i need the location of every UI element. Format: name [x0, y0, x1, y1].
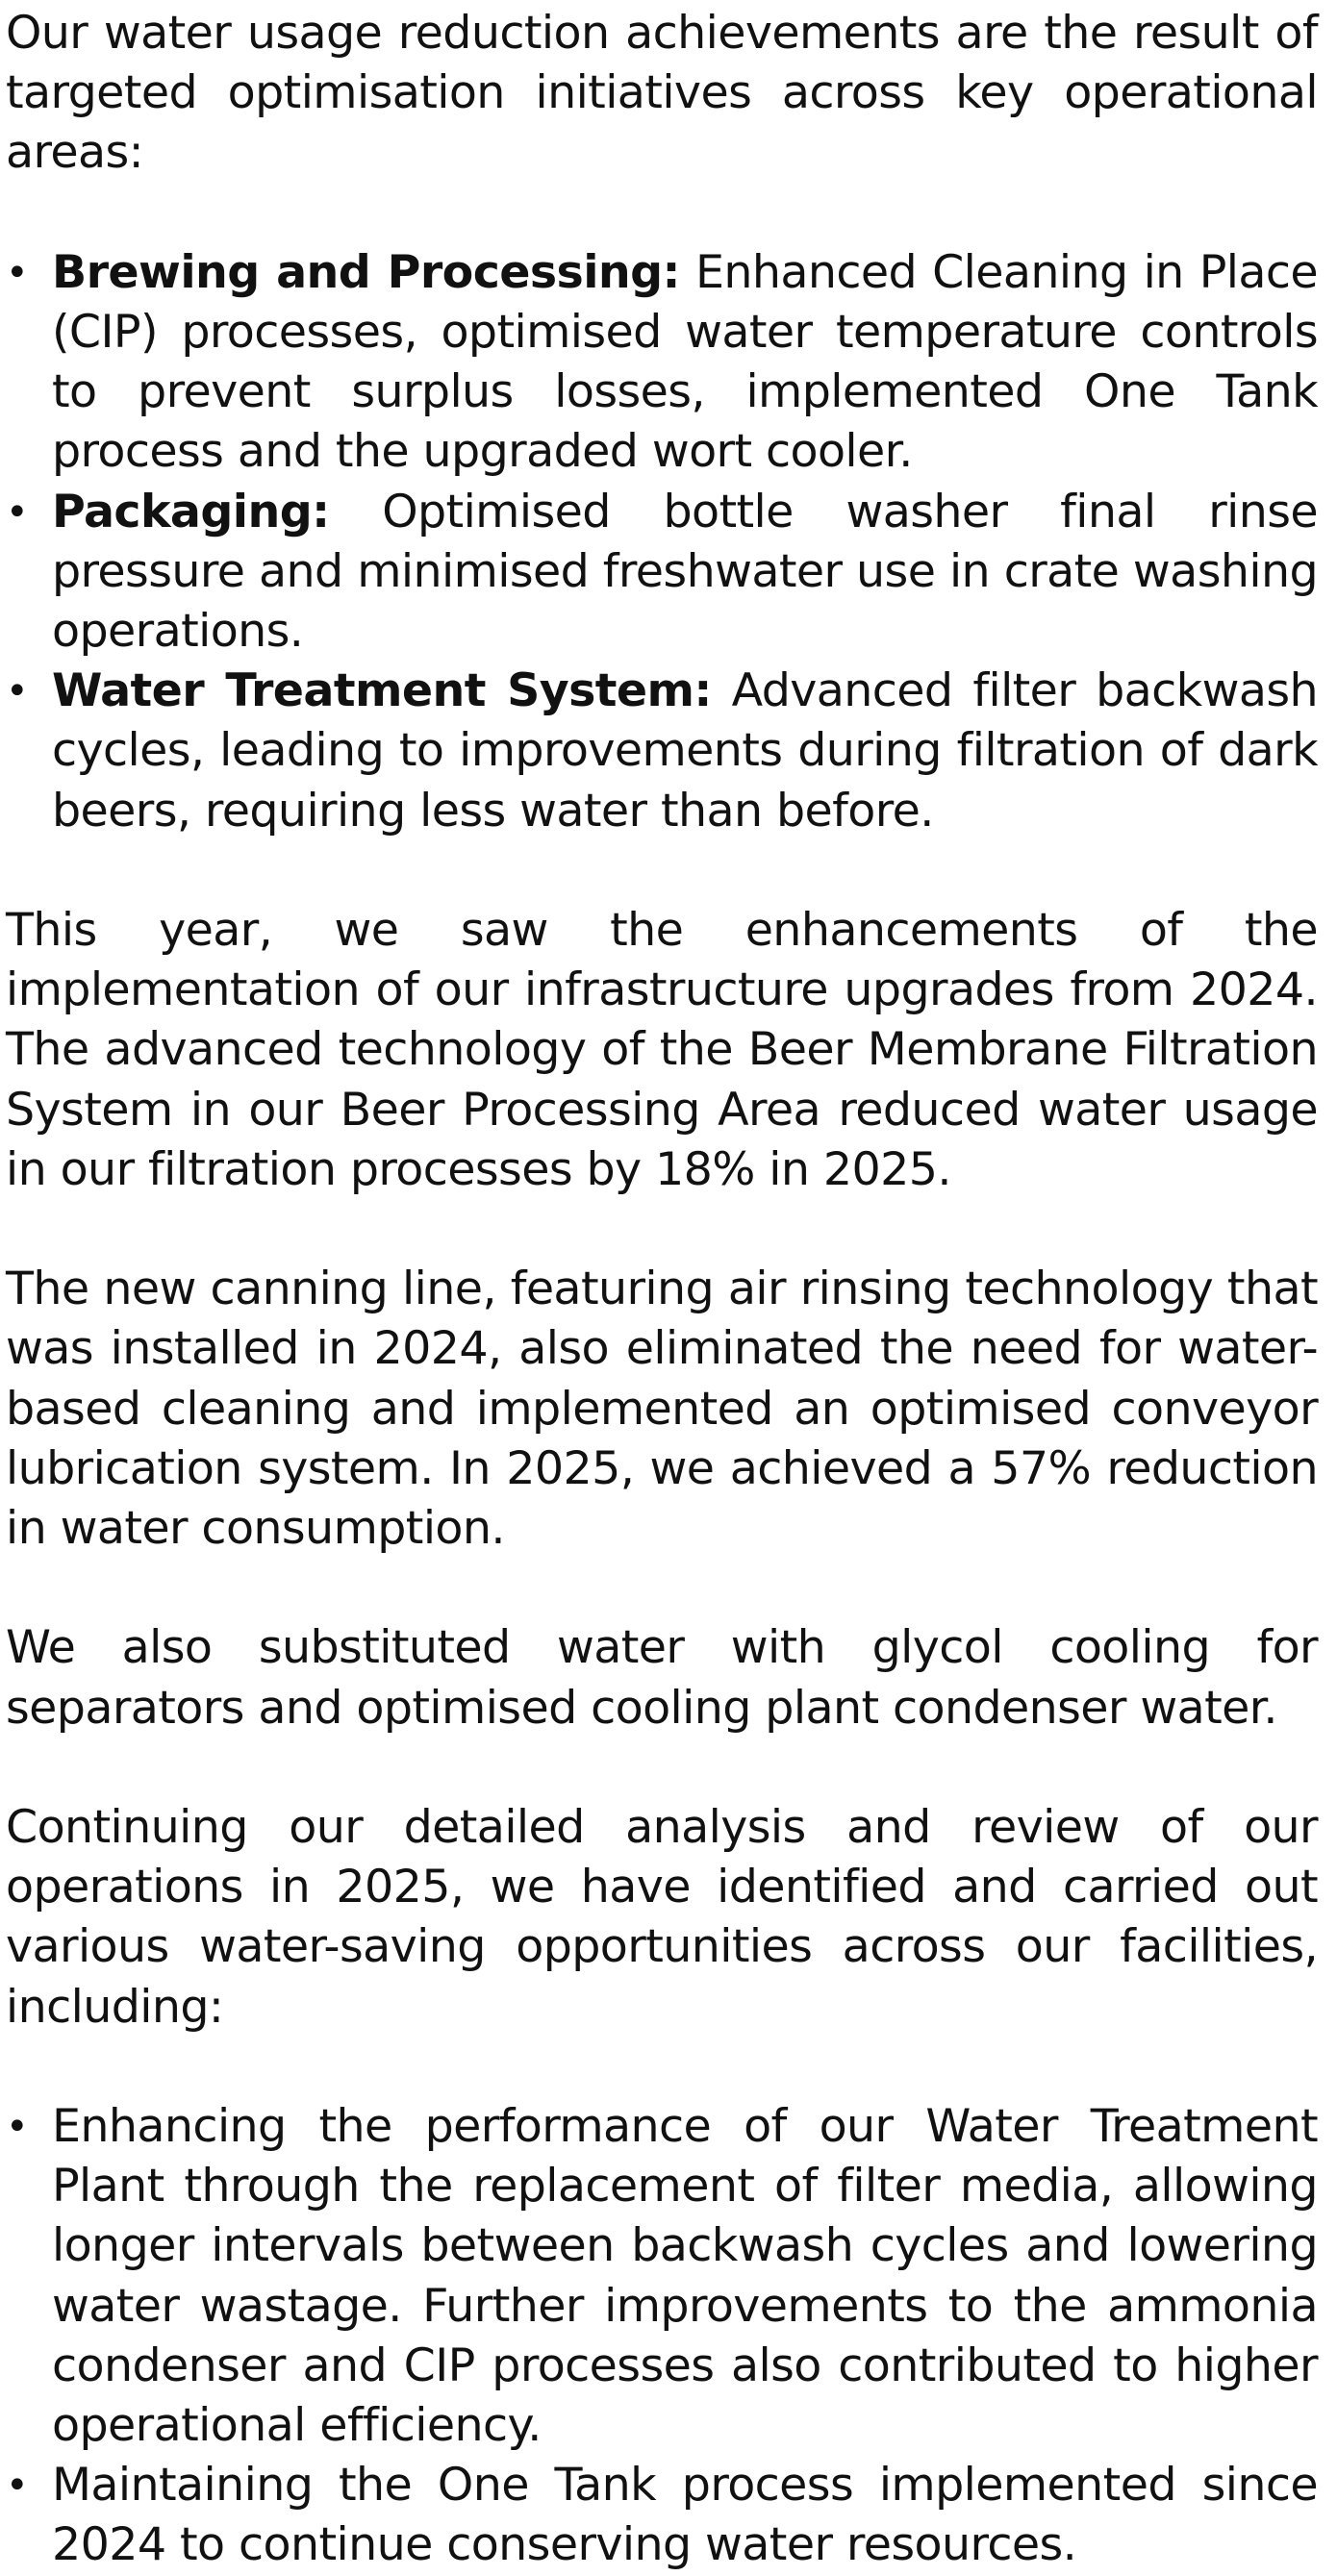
opportunity-item: • Enhancing the performance of our Water Treatment Plant through the replacement of filter media, allowing longer intervals between backwash cycles and lowering water wastage. Further improvements to the ammonia condenser and CIP processes also contributed to higher operational efficiency.: [6, 2097, 1318, 2456]
initiatives-list: [6, 243, 1318, 841]
initiative-text: Enhanced Cleaning in Place (CIP) processes, optimised water temperature controls to prevent surplus losses, implemented One Tank process and the upgraded wort cooler.: [52, 245, 1319, 479]
document-body: [6, 4, 1318, 2576]
initiative-heading: Water Treatment System:: [52, 664, 712, 718]
opportunity-item: • Maintaining the One Tank process implemented since 2024 to continue conserving water resources.: [6, 2456, 1318, 2575]
initiative-text: Advanced filter backwash cycles, leading to improvements during filtration of dark beers, requiring less water than before.: [52, 664, 1318, 838]
infrastructure-paragraph: This year, we saw the enhancements of the implementation of our infrastructure upgrades from 2024. The advanced technology of the Beer Membrane Filtration System in our Beer Processing Area reduced water usage in our filtration processes by 18% in 2025.: [6, 904, 1318, 1196]
initiative-heading: Packaging:: [52, 485, 330, 538]
initiative-item-brewing: [6, 243, 1318, 483]
initiative-text: Optimised bottle washer final rinse pressure and minimised freshwater use in crate washing operations.: [52, 485, 1319, 659]
initiative-item-water-treatment: [6, 662, 1318, 841]
analysis-paragraph: Continuing our detailed analysis and review of our operations in 2025, we have identified and carried out various water-saving opportunities across our facilities, including:: [6, 1801, 1318, 2034]
opportunities-list: [6, 2097, 1318, 2576]
glycol-cooling-paragraph: We also substituted water with glycol cooling for separators and optimised cooling plant condenser water.: [6, 1621, 1318, 1735]
canning-line-paragraph: The new canning line, featuring air rinsing technology that was installed in 2024, also eliminated the need for water-based cleaning and implemented an optimised conveyor lubrication system. In 2025, we achieved a 57% reduction in water consumption.: [6, 1263, 1318, 1556]
initiative-heading: Brewing and Processing:: [52, 245, 680, 299]
intro-paragraph: Our water usage reduction achievements are the result of targeted optimisation initiatives across key operational areas:: [6, 7, 1318, 180]
initiative-item-packaging: [6, 483, 1318, 663]
